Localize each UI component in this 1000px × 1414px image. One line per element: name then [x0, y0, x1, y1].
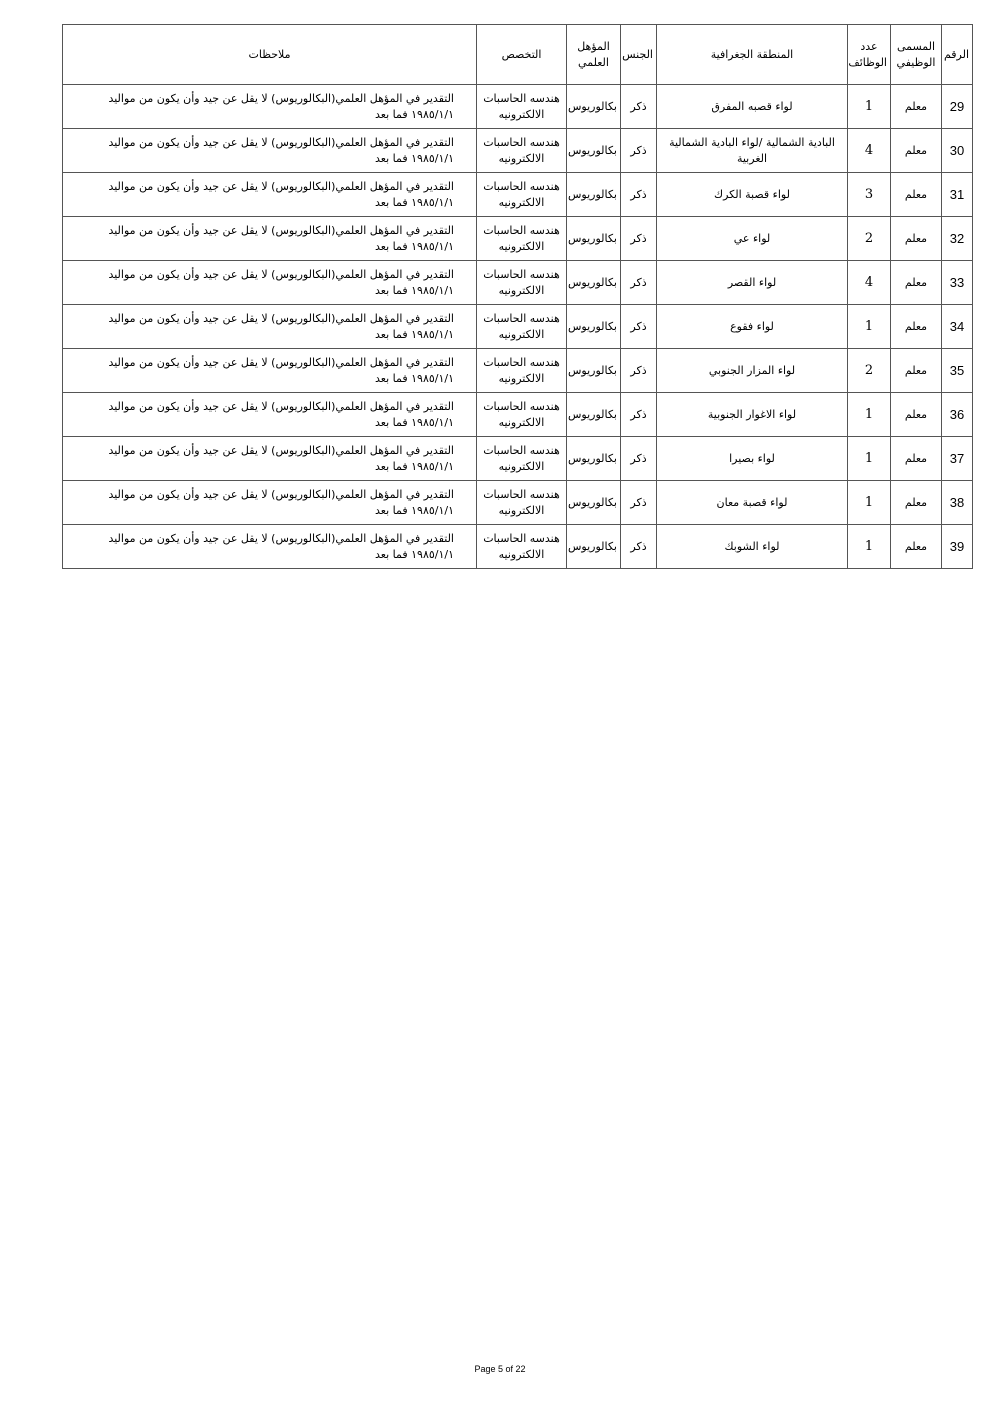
row-qualification: بكالوريوس [567, 85, 621, 129]
table-body [63, 85, 973, 569]
row-job-title: معلم [891, 481, 942, 525]
row-qualification: بكالوريوس [567, 261, 621, 305]
row-specialization: هندسه الحاسبات الالكترونيه [477, 261, 567, 305]
row-job-count: 4 [848, 261, 891, 305]
row-notes: التقدير في المؤهل العلمي(البكالوريوس) لا يقل عن جيد وأن يكون من مواليد ١٩٨٥/١/١ فما بعد [63, 173, 477, 217]
row-notes: التقدير في المؤهل العلمي(البكالوريوس) لا يقل عن جيد وأن يكون من مواليد ١٩٨٥/١/١ فما بعد [63, 393, 477, 437]
row-region: لواء بصيرا [657, 437, 848, 481]
row-region: لواء فقوع [657, 305, 848, 349]
row-region: لواء القصر [657, 261, 848, 305]
row-number: 30 [942, 129, 973, 173]
row-job-title: معلم [891, 173, 942, 217]
row-gender: ذكر [621, 173, 657, 217]
row-number: 34 [942, 305, 973, 349]
table-row [63, 217, 973, 261]
row-region: لواء قصبة الكرك [657, 173, 848, 217]
row-number: 32 [942, 217, 973, 261]
table-row [63, 349, 973, 393]
row-gender: ذكر [621, 481, 657, 525]
row-job-title: معلم [891, 217, 942, 261]
row-job-title: معلم [891, 525, 942, 569]
row-gender: ذكر [621, 349, 657, 393]
row-number: 37 [942, 437, 973, 481]
row-job-count: 2 [848, 217, 891, 261]
row-number: 38 [942, 481, 973, 525]
row-gender: ذكر [621, 85, 657, 129]
row-job-count: 1 [848, 305, 891, 349]
row-specialization: هندسه الحاسبات الالكترونيه [477, 437, 567, 481]
page-footer: Page 5 of 22 [474, 1364, 526, 1374]
table-row [63, 173, 973, 217]
row-notes: التقدير في المؤهل العلمي(البكالوريوس) لا يقل عن جيد وأن يكون من مواليد ١٩٨٥/١/١ فما بعد [63, 85, 477, 129]
row-job-count: 1 [848, 437, 891, 481]
row-job-title: معلم [891, 305, 942, 349]
row-region: لواء قصبه المفرق [657, 85, 848, 129]
row-region: لواء المزار الجنوبي [657, 349, 848, 393]
row-gender: ذكر [621, 129, 657, 173]
row-notes: التقدير في المؤهل العلمي(البكالوريوس) لا يقل عن جيد وأن يكون من مواليد ١٩٨٥/١/١ فما بعد [63, 305, 477, 349]
header-notes: ملاحظات [63, 25, 477, 85]
row-qualification: بكالوريوس [567, 173, 621, 217]
table-row [63, 85, 973, 129]
row-notes: التقدير في المؤهل العلمي(البكالوريوس) لا يقل عن جيد وأن يكون من مواليد ١٩٨٥/١/١ فما بعد [63, 217, 477, 261]
row-job-count: 4 [848, 129, 891, 173]
table-row [63, 481, 973, 525]
row-gender: ذكر [621, 217, 657, 261]
row-region: لواء عي [657, 217, 848, 261]
row-job-count: 2 [848, 349, 891, 393]
row-number: 35 [942, 349, 973, 393]
row-qualification: بكالوريوس [567, 393, 621, 437]
row-specialization: هندسه الحاسبات الالكترونيه [477, 349, 567, 393]
row-gender: ذكر [621, 305, 657, 349]
row-notes: التقدير في المؤهل العلمي(البكالوريوس) لا يقل عن جيد وأن يكون من مواليد ١٩٨٥/١/١ فما بعد [63, 525, 477, 569]
row-job-count: 1 [848, 481, 891, 525]
row-region: البادية الشمالية /لواء البادية الشمالية الغربية [657, 129, 848, 173]
table-row [63, 129, 973, 173]
row-specialization: هندسه الحاسبات الالكترونيه [477, 481, 567, 525]
header-job-title: المسمى الوظيفي [891, 25, 942, 85]
row-job-title: معلم [891, 437, 942, 481]
row-job-title: معلم [891, 349, 942, 393]
row-notes: التقدير في المؤهل العلمي(البكالوريوس) لا يقل عن جيد وأن يكون من مواليد ١٩٨٥/١/١ فما بعد [63, 349, 477, 393]
row-job-title: معلم [891, 85, 942, 129]
table-header-row [63, 25, 973, 85]
table-row [63, 261, 973, 305]
row-region: لواء الاغوار الجنوبية [657, 393, 848, 437]
row-job-count: 1 [848, 525, 891, 569]
row-qualification: بكالوريوس [567, 305, 621, 349]
row-job-count: 1 [848, 85, 891, 129]
row-specialization: هندسه الحاسبات الالكترونيه [477, 305, 567, 349]
row-specialization: هندسه الحاسبات الالكترونيه [477, 217, 567, 261]
row-specialization: هندسه الحاسبات الالكترونيه [477, 393, 567, 437]
row-qualification: بكالوريوس [567, 349, 621, 393]
row-qualification: بكالوريوس [567, 437, 621, 481]
table-row [63, 393, 973, 437]
header-specialization: التخصص [477, 25, 567, 85]
row-number: 29 [942, 85, 973, 129]
row-job-title: معلم [891, 393, 942, 437]
row-job-title: معلم [891, 129, 942, 173]
header-gender: الجنس [621, 25, 657, 85]
row-specialization: هندسه الحاسبات الالكترونيه [477, 173, 567, 217]
row-number: 31 [942, 173, 973, 217]
header-qualification: المؤهل العلمي [567, 25, 621, 85]
table-row [63, 437, 973, 481]
row-number: 39 [942, 525, 973, 569]
row-specialization: هندسه الحاسبات الالكترونيه [477, 85, 567, 129]
row-specialization: هندسه الحاسبات الالكترونيه [477, 129, 567, 173]
row-notes: التقدير في المؤهل العلمي(البكالوريوس) لا يقل عن جيد وأن يكون من مواليد ١٩٨٥/١/١ فما بعد [63, 481, 477, 525]
table-row [63, 525, 973, 569]
row-job-count: 1 [848, 393, 891, 437]
row-gender: ذكر [621, 393, 657, 437]
row-gender: ذكر [621, 261, 657, 305]
row-qualification: بكالوريوس [567, 217, 621, 261]
row-region: لواء قصبة معان [657, 481, 848, 525]
row-qualification: بكالوريوس [567, 481, 621, 525]
row-gender: ذكر [621, 437, 657, 481]
header-job-count: عدد الوظائف [848, 25, 891, 85]
header-region: المنطقة الجغرافية [657, 25, 848, 85]
row-specialization: هندسه الحاسبات الالكترونيه [477, 525, 567, 569]
header-number: الرقم [942, 25, 973, 85]
row-notes: التقدير في المؤهل العلمي(البكالوريوس) لا يقل عن جيد وأن يكون من مواليد ١٩٨٥/١/١ فما بعد [63, 437, 477, 481]
row-notes: التقدير في المؤهل العلمي(البكالوريوس) لا يقل عن جيد وأن يكون من مواليد ١٩٨٥/١/١ فما بعد [63, 261, 477, 305]
row-gender: ذكر [621, 525, 657, 569]
row-qualification: بكالوريوس [567, 525, 621, 569]
row-notes: التقدير في المؤهل العلمي(البكالوريوس) لا يقل عن جيد وأن يكون من مواليد ١٩٨٥/١/١ فما بعد [63, 129, 477, 173]
row-number: 33 [942, 261, 973, 305]
jobs-table [62, 24, 973, 569]
row-job-count: 3 [848, 173, 891, 217]
row-job-title: معلم [891, 261, 942, 305]
row-qualification: بكالوريوس [567, 129, 621, 173]
table-row [63, 305, 973, 349]
row-number: 36 [942, 393, 973, 437]
row-region: لواء الشوبك [657, 525, 848, 569]
